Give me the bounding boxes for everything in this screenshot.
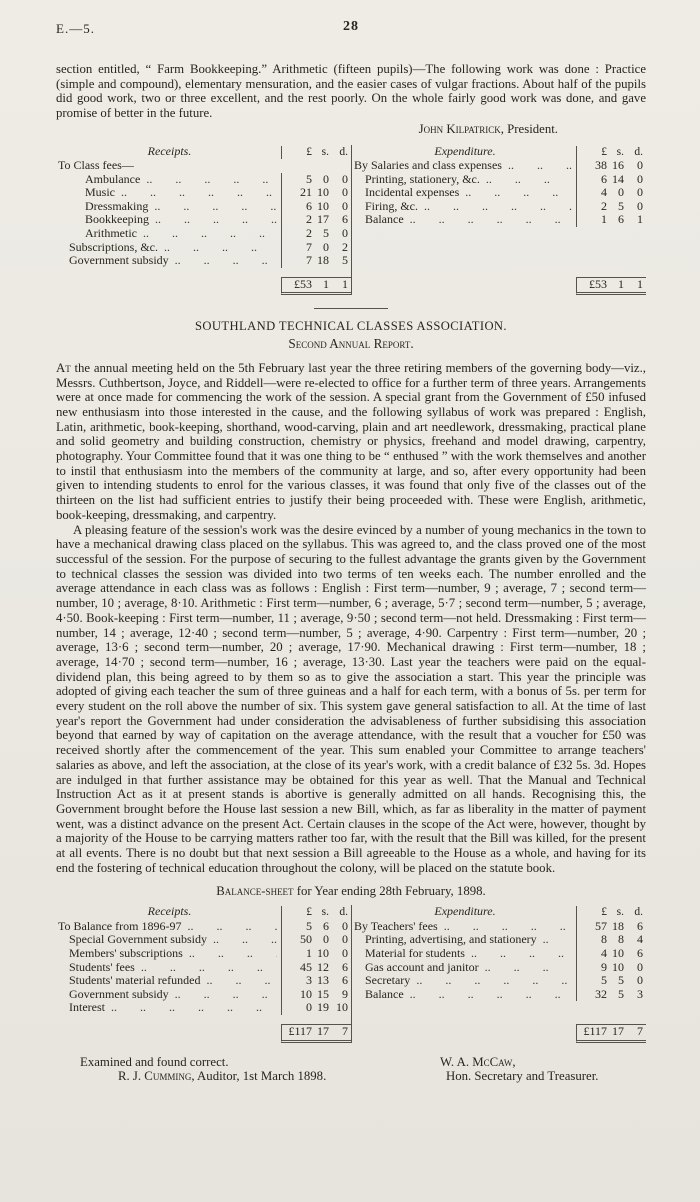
amount-cells — [576, 947, 646, 961]
amount-pence: 0 — [342, 198, 348, 213]
amount-cells — [576, 974, 646, 988]
amount-shillings: 10 — [612, 959, 624, 974]
amount-pence: 0 — [342, 918, 348, 933]
amount-cells — [576, 933, 646, 947]
signature-line — [56, 122, 646, 137]
amount-pence: 0 — [637, 185, 643, 200]
balance-sheet-heading: Balance-sheet for Year ending 28th February, 1898. — [216, 884, 486, 899]
amount-shillings: 0 — [323, 171, 329, 186]
amount-pounds: 7 — [306, 253, 312, 268]
dot-leader — [175, 254, 277, 268]
report-paragraph-1: At the annual meeting held on the 5th February last year the three retiring members of the governing body—viz., Messrs. Cuthbertson, Joyce, and Riddell—were re-elected to office for a further term of three years. Arrangements were at once made for commencing the work of the session. A special grant from the Government of £50 infused new enthusiasm into those interested in the cause, and the following syllabus of work was prepared : English, Latin, arithmetic, book-keeping, shorthand, wood-carving, plain and art needlework, dressmaking, practical plane and solid geometry and building construction, chemistry or physics, freehand and model drawing, carpentry, photography. Your Committee found that it was one thing to be “ enthused ” with the work themselves and another to instil that enthusiasm into the members of the community at large, and so, after every opportunity had been given to intending students to enrol for the various classes, it was found that only five of the classes out of the thirteen on the list had sufficient entries to justify their being proceeded with. These were English, arithmetic, book-keeping, dressmaking, and carpentry. — [56, 360, 646, 522]
amount-pounds: 2 — [306, 212, 312, 227]
amount-pounds: 32 — [595, 986, 607, 1001]
ledger-row — [352, 213, 646, 227]
amount-pence: 0 — [637, 158, 643, 173]
amount-pounds: 21 — [300, 185, 312, 200]
amount-pounds: 10 — [300, 986, 312, 1001]
auditor-line: R. J. Cumming, Auditor, 1st March 1898. — [118, 1069, 327, 1084]
amount-pence: 4 — [637, 932, 643, 947]
total-amount — [281, 1024, 351, 1043]
amount-shillings: 18 — [317, 253, 329, 268]
amount-shillings: 14 — [612, 171, 624, 186]
total-shillings: 1 — [323, 276, 329, 291]
dot-leader — [146, 173, 277, 187]
total-shillings: 17 — [317, 1023, 329, 1038]
amount-pence: 10 — [336, 1000, 348, 1015]
amount-pounds: 9 — [601, 959, 607, 974]
amount-shillings: 13 — [317, 973, 329, 988]
dot-leader — [444, 920, 572, 934]
amount-pence: 0 — [637, 973, 643, 988]
secretary-name: W. A. McCaw, — [440, 1054, 516, 1069]
ledger-row — [352, 200, 646, 214]
ledger-row-label: Arithmetic — [85, 226, 137, 241]
dot-leader — [508, 159, 572, 173]
total-amount — [576, 1024, 646, 1043]
amount-pence: 6 — [637, 945, 643, 960]
amount-pounds: 5 — [601, 973, 607, 988]
receipts-caption: Receipts. — [147, 143, 192, 158]
amount-shillings: 15 — [317, 986, 329, 1001]
shillings-header: s. — [321, 906, 329, 919]
amount-pence: 2 — [342, 239, 348, 254]
ledger-row — [352, 988, 646, 1002]
report-paragraph-2: A pleasing feature of the session's work was the desire evinced by a number of young mechanics in the town to have a mechanical drawing class placed on the syllabus. This was agreed to, and the class proved one of the most successful of the session. For the purpose of securing to the fullest advantage the grants given by the Government to technical classes the session was divided into two terms of ten weeks each. The number enrolled and the average attendance in each class was as follows : English : First term—number, 9 ; average, 7 ; second term—number, 10 ; average, 8·10. Arithmetic : First term—number, 6 ; average, 5·7 ; second term—number, 5 ; average, 4·50. Book-keeping : First term—number, 11 ; average, 9·50 ; second term—not held. Dressmaking : First term—number, 14 ; average, 12·40 ; second term—number, 5 ; average, 4·90. Carpentry : First term—number, 20 ; average, 13·6 ; second term—number, 20 ; average, 17·90. Mechanical drawing : First term—number, 18 ; average, 14·70 ; second term—number, 16 ; average, 13·30. Last year the teachers were paid on the equal-dividend plan, this being agreed to by them so as to give the association a start. This year the principle was adopted of giving each teacher the sum of three guineas and a half for each term, with a bonus of 5s. per term for every student on the roll above the number of six. This system gave general satisfaction to all. At the time of last year's report the Government had under consideration the advisableness of further subsidising this association beyond that earned by way of capitation on the average attendance, with the result that a voucher for £50 was received shortly after the commencement of the year. This sum enabled your Committee to arrange teachers' salaries as above, and left the association, at the close of its year's work, with a credit balance of £32 5s. 3d. Hopes are indulged in that further assistance may be obtained for this year as well. That the Manual and Technical Instruction Act as it at present stands is abortive is generally admitted on all hands. Recognising this, the Government brought before the House last session a new Bill, which, as far as liberality in the matter of payment went, was a distinct advance on the present Act. Certain clauses in the scope of the Act were, however, thought by a majority of the House to be carrying matters rather too far, with the result that the Bill was killed, for the present at all events. There is no doubt but that next session a Bill agreeable to the House as a whole, and having for its end the fostering of technical education throughout the colony, will be placed on the statute book. — [56, 522, 646, 875]
ledger-row-label: Balance — [365, 212, 404, 227]
pence-header: d. — [339, 145, 348, 158]
ledger-row-label: Material for students — [365, 945, 465, 960]
amount-shillings: 10 — [317, 945, 329, 960]
amount-shillings: 10 — [317, 198, 329, 213]
ledger-row-label: Dressmaking — [85, 198, 149, 213]
ledger-spacer — [56, 268, 351, 277]
amount-shillings: 16 — [612, 158, 624, 173]
ledger-row-label: Government subsidy — [69, 253, 169, 268]
ledger-row — [56, 186, 351, 200]
amount-pounds: 2 — [306, 226, 312, 241]
ledger-caption-cell — [56, 145, 281, 159]
amount-pence: 0 — [342, 932, 348, 947]
ledger-row — [352, 186, 646, 200]
amount-cells — [281, 933, 351, 947]
amount-shillings: 8 — [618, 932, 624, 947]
expenditure-column — [351, 145, 646, 296]
amount-pounds: 5 — [306, 171, 312, 186]
ledger-header — [352, 905, 646, 920]
receipts-rows — [56, 159, 351, 268]
amount-cells — [576, 213, 646, 227]
currency-header — [576, 906, 646, 920]
ledger-row-label: By Salaries and class expenses — [354, 158, 502, 173]
dot-leader — [187, 920, 277, 934]
ledger-row — [352, 947, 646, 961]
dot-leader — [164, 241, 277, 255]
amount-pence: 0 — [637, 171, 643, 186]
amount-shillings: 17 — [317, 212, 329, 227]
ledger-row-label: Government subsidy — [69, 986, 169, 1001]
ledger-caption-cell — [352, 145, 576, 159]
ledger-row-label: Gas account and janitor — [365, 959, 479, 974]
amount-cells — [281, 173, 351, 187]
ledger-row-label: Students' material refunded — [69, 973, 201, 988]
ledger-row — [56, 241, 351, 255]
amount-cells — [281, 974, 351, 988]
amount-cells — [281, 1001, 351, 1015]
amount-pence: 6 — [637, 918, 643, 933]
amount-shillings: 5 — [323, 226, 329, 241]
dot-leader — [410, 988, 572, 1002]
pence-header: d. — [634, 145, 643, 158]
amount-pounds: 1 — [306, 945, 312, 960]
ledger-row — [352, 173, 646, 187]
running-header — [56, 19, 646, 40]
ledger-spacer — [352, 227, 646, 277]
expenditure-caption: Expenditure. — [434, 904, 496, 919]
amount-cells — [576, 200, 646, 214]
amount-pounds: 50 — [300, 932, 312, 947]
amount-shillings: 6 — [618, 212, 624, 227]
ledger-row — [56, 254, 351, 268]
amount-shillings: 5 — [618, 973, 624, 988]
total-shillings: 17 — [612, 1023, 624, 1038]
amount-cells — [576, 988, 646, 1002]
ledger-row-label: Interest — [69, 1000, 105, 1015]
expenditure-column — [351, 905, 646, 1042]
total-pence: 7 — [637, 1023, 643, 1038]
amount-pounds: 4 — [601, 945, 607, 960]
ledger-total-row — [352, 1024, 646, 1043]
shillings-header: s. — [616, 906, 624, 919]
amount-cells — [576, 159, 646, 173]
amount-pounds: 3 — [306, 973, 312, 988]
amount-pounds: 4 — [601, 185, 607, 200]
ledger-total-row — [56, 1024, 351, 1043]
ledger-header — [352, 145, 646, 160]
amount-shillings: 5 — [618, 198, 624, 213]
pounds-header: £ — [601, 906, 607, 919]
total-pounds: £117 — [288, 1023, 312, 1038]
amount-pounds: 38 — [595, 158, 607, 173]
pence-header: d. — [634, 906, 643, 919]
ledger-row — [56, 173, 351, 187]
total-pence: 1 — [342, 276, 348, 291]
amount-cells — [281, 213, 351, 227]
ledger-row — [352, 920, 646, 934]
class-fees-accounts-table — [56, 145, 646, 296]
total-amount — [281, 277, 351, 296]
ledger-row-label: Members' subscriptions — [69, 945, 183, 960]
amount-pounds: 7 — [306, 239, 312, 254]
ledger-row-label: Firing, &c. — [365, 198, 418, 213]
ledger-row — [56, 947, 351, 961]
secretary-block — [438, 1055, 646, 1084]
amount-pounds: 2 — [601, 198, 607, 213]
amount-cells — [281, 254, 351, 268]
dot-leader — [471, 947, 572, 961]
signatory-title: , President. — [500, 121, 558, 136]
ledger-row — [56, 933, 351, 947]
amount-shillings: 0 — [323, 932, 329, 947]
attestation-footer — [56, 1055, 646, 1084]
amount-shillings: 6 — [323, 918, 329, 933]
receipts-caption: Receipts. — [147, 904, 192, 919]
pounds-header: £ — [306, 145, 312, 158]
total-pence: 1 — [637, 276, 643, 291]
receipts-column — [56, 145, 351, 296]
amount-pounds: 57 — [595, 918, 607, 933]
amount-pence: 0 — [342, 945, 348, 960]
currency-header — [576, 146, 646, 160]
amount-pence: 5 — [342, 253, 348, 268]
amount-pence: 9 — [342, 986, 348, 1001]
dot-leader — [175, 988, 277, 1002]
amount-pounds: 1 — [601, 212, 607, 227]
total-pence: 7 — [342, 1023, 348, 1038]
amount-pence: 0 — [637, 959, 643, 974]
amount-shillings: 10 — [612, 945, 624, 960]
amount-pounds: 45 — [300, 959, 312, 974]
ledger-caption-cell — [56, 905, 281, 919]
ledger-spacer — [56, 1015, 351, 1024]
amount-cells — [281, 241, 351, 255]
amount-pence: 6 — [342, 959, 348, 974]
ledger-row — [352, 974, 646, 988]
pence-header: d. — [339, 906, 348, 919]
ledger-row-label: Incidental expenses — [365, 185, 460, 200]
ledger-row — [352, 961, 646, 975]
ledger-row-label: Ambulance — [85, 171, 141, 186]
signatory-name: John Kilpatrick — [418, 121, 501, 136]
ledger-spacer — [352, 1001, 646, 1024]
amount-cells — [281, 947, 351, 961]
ledger-row-label: To Balance from 1896-97 — [58, 918, 182, 933]
ledger-header — [56, 905, 351, 920]
ledger-row — [56, 213, 351, 227]
page-number: 28 — [343, 19, 359, 34]
dot-leader — [213, 933, 277, 947]
amount-cells — [281, 200, 351, 214]
dot-leader — [486, 173, 572, 187]
dot-leader — [543, 933, 572, 947]
ledger-row — [56, 988, 351, 1002]
ledger-caption-cell — [352, 905, 576, 919]
shillings-header: s. — [321, 145, 329, 158]
amount-pence: 3 — [637, 986, 643, 1001]
amount-shillings: 5 — [618, 986, 624, 1001]
auditor-name: R. J. Cumming — [118, 1069, 192, 1084]
amount-shillings: 12 — [317, 959, 329, 974]
amount-shillings: 0 — [618, 185, 624, 200]
amount-pence: 0 — [342, 171, 348, 186]
amount-pence: 6 — [342, 212, 348, 227]
intro-section — [56, 62, 646, 137]
amount-pounds: 0 — [306, 1000, 312, 1015]
dot-leader — [189, 947, 277, 961]
amount-pounds: 5 — [306, 918, 312, 933]
amount-cells — [281, 920, 351, 934]
ledger-row — [56, 1001, 351, 1015]
amount-shillings: 0 — [323, 239, 329, 254]
total-pounds: £53 — [294, 276, 312, 291]
amount-pence: 0 — [637, 198, 643, 213]
dot-leader — [141, 961, 277, 975]
dot-leader — [111, 1001, 277, 1015]
expenditure-rows — [352, 920, 646, 1002]
ledger-row-label: Printing, stationery, &c. — [365, 171, 480, 186]
amount-cells — [576, 173, 646, 187]
lead-word: At — [56, 360, 71, 375]
ledger-row-label: Subscriptions, &c. — [69, 239, 158, 254]
ledger-row-label: To Class fees— — [58, 158, 134, 173]
secretary-title: Hon. Secretary and Treasurer. — [446, 1069, 599, 1084]
ledger-row — [56, 159, 351, 173]
amount-shillings: 18 — [612, 918, 624, 933]
amount-shillings: 19 — [317, 1000, 329, 1015]
amount-cells — [576, 186, 646, 200]
ledger-row-label: Bookkeeping — [85, 212, 149, 227]
ledger-row-label: Balance — [365, 986, 404, 1001]
dot-leader — [416, 974, 572, 988]
ledger-row — [352, 159, 646, 173]
amount-cells — [281, 227, 351, 241]
annual-report-section — [56, 319, 646, 875]
amount-cells — [281, 961, 351, 975]
dot-leader — [154, 200, 277, 214]
total-pounds: £117 — [583, 1023, 607, 1038]
amount-cells — [281, 186, 351, 200]
dot-leader — [155, 213, 277, 227]
amount-cells — [576, 961, 646, 975]
ledger-row-label: Music — [85, 185, 115, 200]
total-shillings: 1 — [618, 276, 624, 291]
dot-leader — [485, 961, 572, 975]
dot-leader — [143, 227, 277, 241]
ledger-total-row — [56, 277, 351, 296]
intro-paragraph: section entitled, “ Farm Bookkeeping.” Arithmetic (fifteen pupils)—The following work was done : Practice (simple and compound), elementary mensuration, and the easier cases of vulgar fractions. About half of the pupils did good work, two or three excellent, and the rest poorly. On the whole fairly good work was done, and gave promise of better in the future. — [56, 62, 646, 121]
expenditure-rows — [352, 159, 646, 227]
association-heading: SOUTHLAND TECHNICAL CLASSES ASSOCIATION. — [195, 319, 507, 334]
amount-pounds: 8 — [601, 932, 607, 947]
ledger-row-label: Students' fees — [69, 959, 135, 974]
ledger-row — [56, 227, 351, 241]
document-reference: E.—5. — [56, 21, 95, 36]
receipts-column — [56, 905, 351, 1042]
examined-line: Examined and found correct. — [80, 1054, 229, 1069]
pounds-header: £ — [601, 145, 607, 158]
ledger-row — [56, 974, 351, 988]
ledger-row — [56, 920, 351, 934]
balance-sheet-table — [56, 905, 646, 1042]
total-pounds: £53 — [589, 276, 607, 291]
dot-leader — [121, 186, 277, 200]
ledger-row-label: Secretary — [365, 973, 411, 988]
report-subheading: Second Annual Report. — [288, 336, 414, 352]
ledger-header — [56, 145, 351, 160]
amount-pence: 1 — [637, 212, 643, 227]
section-divider-rule — [314, 308, 388, 309]
ledger-row-label: Printing, advertising, and stationery — [365, 932, 537, 947]
amount-pence: 0 — [342, 185, 348, 200]
ledger-total-row — [352, 277, 646, 296]
receipts-rows — [56, 920, 351, 1015]
amount-cells — [576, 920, 646, 934]
amount-pounds: 6 — [601, 171, 607, 186]
amount-pounds: 6 — [306, 198, 312, 213]
currency-header — [281, 146, 351, 160]
shillings-header: s. — [616, 145, 624, 158]
total-amount — [576, 277, 646, 296]
amount-pence: 0 — [342, 226, 348, 241]
amount-cells — [281, 988, 351, 1002]
dot-leader — [206, 974, 277, 988]
audit-block — [56, 1055, 438, 1084]
dot-leader — [410, 213, 572, 227]
currency-header — [281, 906, 351, 920]
expenditure-caption: Expenditure. — [434, 143, 496, 158]
ledger-row — [56, 200, 351, 214]
dot-leader — [465, 186, 572, 200]
amount-shillings: 10 — [317, 185, 329, 200]
dot-leader — [424, 200, 572, 214]
ledger-row — [352, 933, 646, 947]
pounds-header: £ — [306, 906, 312, 919]
ledger-row-label: Special Government subsidy — [69, 932, 207, 947]
ledger-row — [56, 961, 351, 975]
amount-pence: 6 — [342, 973, 348, 988]
ledger-row-label: By Teachers' fees — [354, 918, 438, 933]
